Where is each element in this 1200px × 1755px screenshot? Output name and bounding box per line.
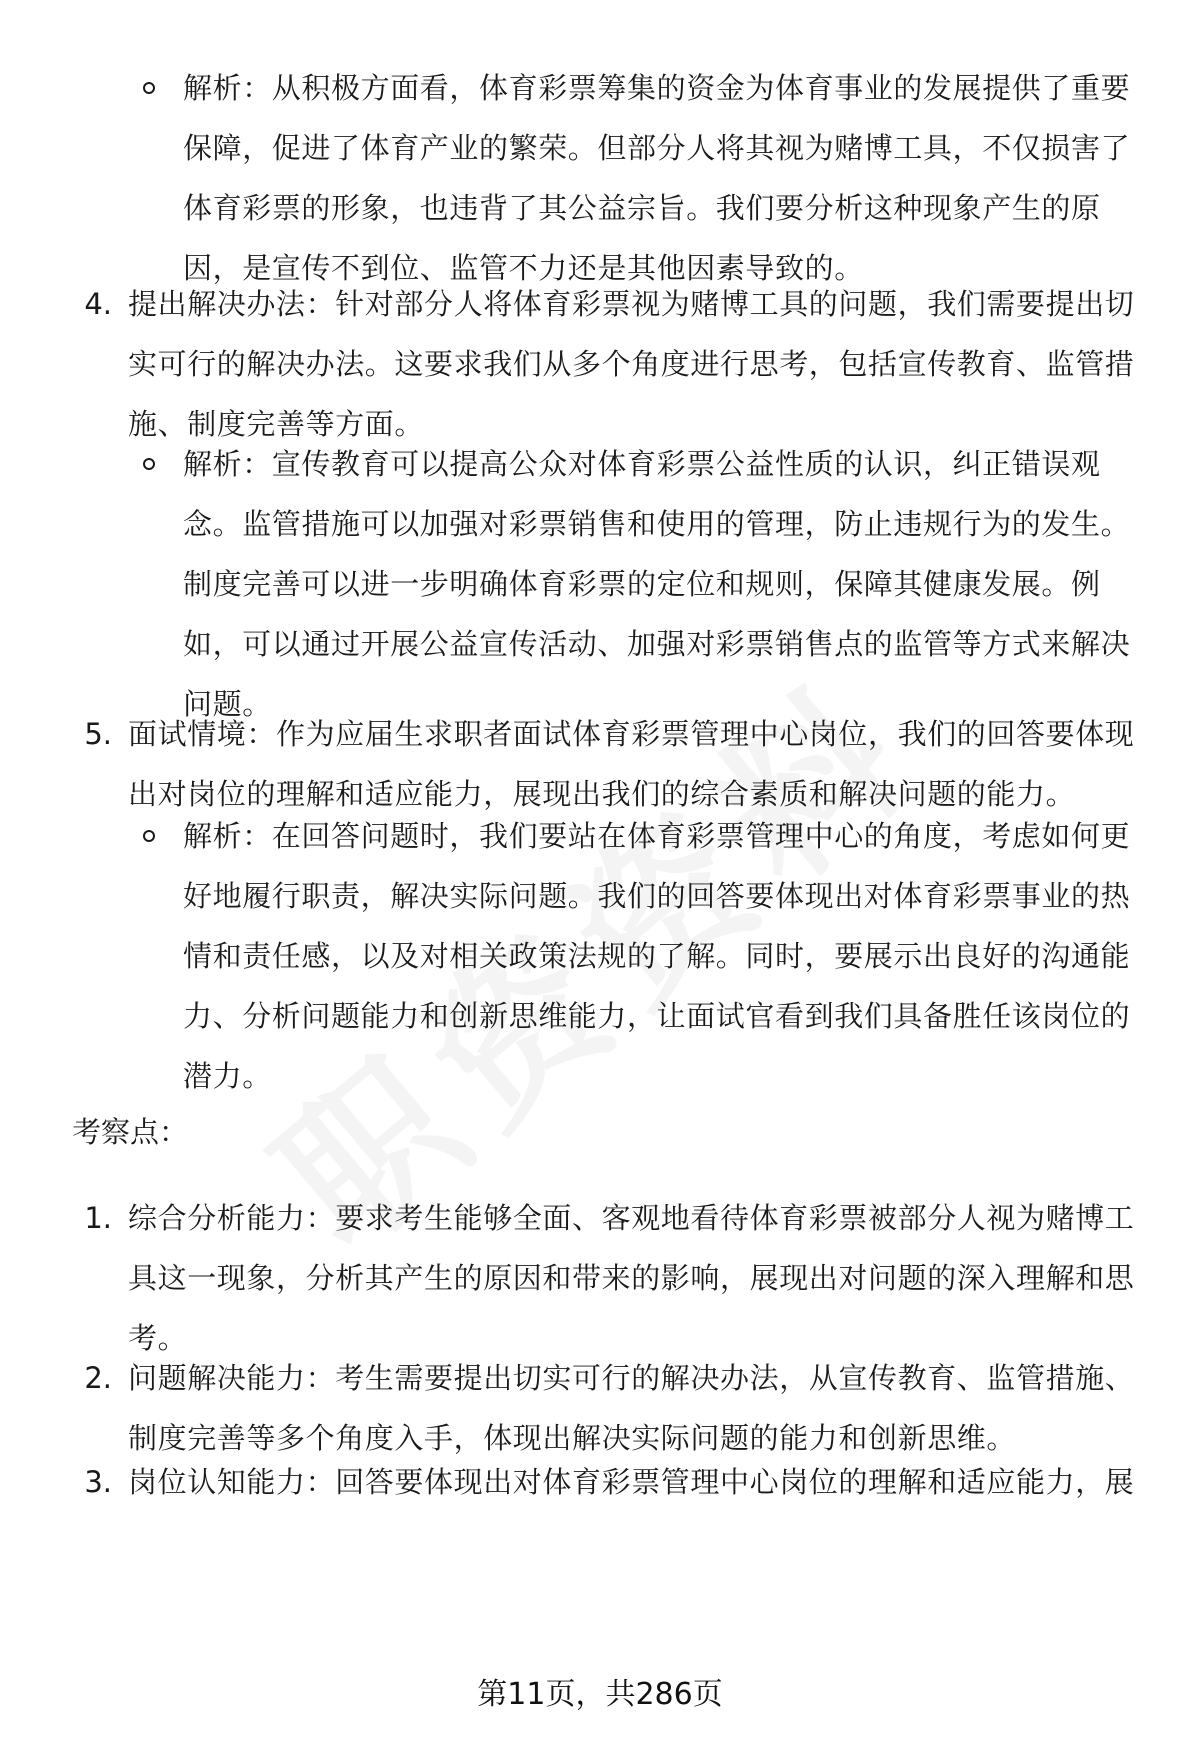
analysis-paragraph: 解析：在回答问题时，我们要站在体育彩票管理中心的角度，考虑如何更好地履行职责，解决实际问题。我们的回答要体现出对体育彩票事业的热情和责任感，以及对相关政策法规的了解。同时，要展示出良好的沟通能力、分析问题能力和创新思维能力，让面试官看到我们具备胜任该岗位的潜力。 xyxy=(183,819,1131,1093)
point-text: 问题解决能力：考生需要提出切实可行的解决办法，从宣传教育、监管措施、制度完善等多个角度入手，体现出解决实际问题的能力和创新思维。 xyxy=(128,1361,1135,1455)
list-item-text: 面试情境：作为应届生求职者面试体育彩票管理中心岗位，我们的回答要体现出对岗位的理解和适应能力，展现出我们的综合素质和解决问题的能力。 xyxy=(128,717,1135,811)
point-number: 2. xyxy=(84,1361,112,1395)
point-text: 岗位认知能力：回答要体现出对体育彩票管理中心岗位的理解和适应能力，展 xyxy=(128,1465,1135,1499)
point-number: 3. xyxy=(84,1465,112,1499)
analysis-paragraph: 解析：从积极方面看，体育彩票筹集的资金为体育事业的发展提供了重要保障，促进了体育产业的繁荣。但部分人将其视为赌博工具，不仅损害了体育彩票的形象，也违背了其公益宗旨。我们要分析这种现象产生的原因，是宣传不到位、监管不力还是其他因素导致的。 xyxy=(183,71,1131,285)
analysis-paragraph: 解析：宣传教育可以提高公众对体育彩票公益性质的认识，纠正错误观念。监管措施可以加强对彩票销售和使用的管理，防止违规行为的发生。制度完善可以进一步明确体育彩票的定位和规则，保障其健康发展。例如，可以通过开展公益宣传活动、加强对彩票销售点的监管等方式来解决问题。 xyxy=(183,447,1131,721)
list-item-text: 提出解决办法：针对部分人将体育彩票视为赌博工具的问题，我们需要提出切实可行的解决办法。这要求我们从多个角度进行思考，包括宣传教育、监管措施、制度完善等方面。 xyxy=(128,287,1135,441)
analysis-bullet-icon xyxy=(143,830,155,842)
point-text: 综合分析能力：要求考生能够全面、客观地看待体育彩票被部分人视为赌博工具这一现象，分析其产生的原因和带来的影响，展现出对问题的深入理解和思考。 xyxy=(128,1201,1135,1355)
list-item-number: 4. xyxy=(84,287,112,321)
list-item-number: 5. xyxy=(84,717,112,751)
analysis-bullet-icon xyxy=(143,82,155,94)
analysis-bullet-icon xyxy=(143,458,155,470)
section-heading: 考察点： xyxy=(72,1115,189,1149)
point-number: 1. xyxy=(84,1201,112,1235)
page-number: 第11页，共286页 xyxy=(477,1677,723,1712)
